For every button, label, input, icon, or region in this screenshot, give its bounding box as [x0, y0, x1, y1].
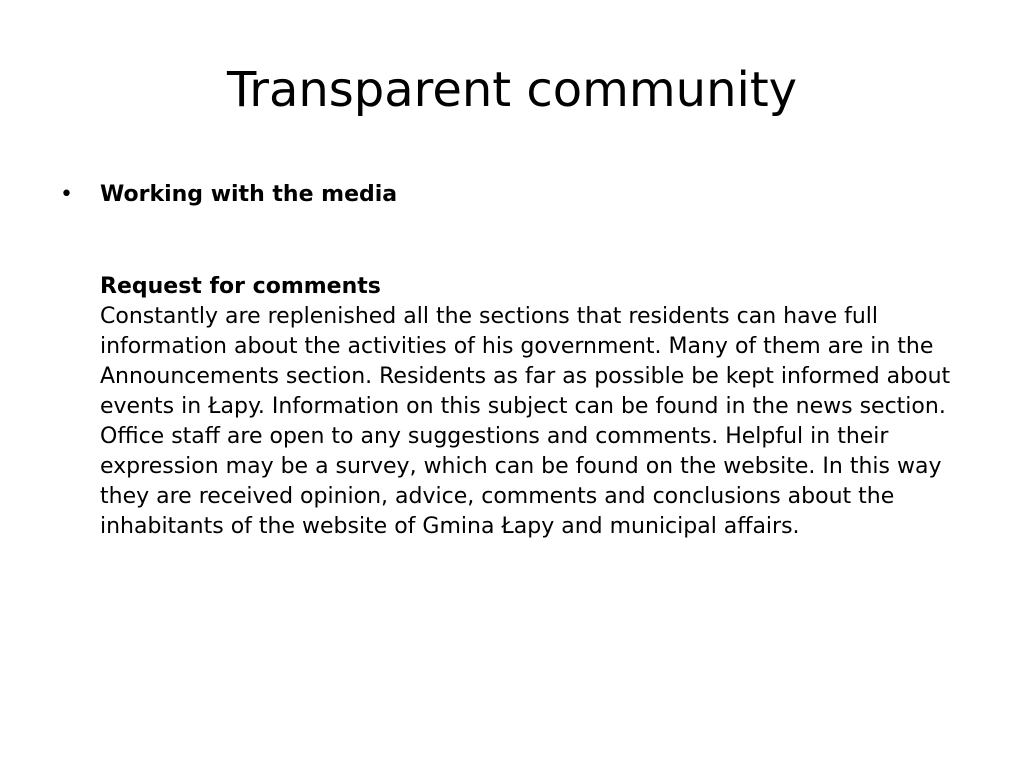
bullet-dot-icon: • [60, 182, 73, 207]
section-subheading: Request for comments [100, 274, 381, 299]
section-paragraph-1: Constantly are replenished all the sections that residents can have full information about the activities of his government. Many of them are in the Announcements section. Residents as far as possible be kept informed about events in Łapy. Information on this subject can be found in the news section. [100, 304, 951, 419]
bullet-heading: Working with the media [100, 182, 398, 207]
slide-title: Transparent community [226, 62, 798, 118]
section-body [100, 272, 970, 542]
section-paragraph-2: Office staff are open to any suggestions and comments. Helpful in their expression may be a survey, which can be found on the website. In this way they are received opinion, advice, comments and conclusions about the inhabitants of the website of Gmina Łapy and municipal affairs. [100, 424, 942, 539]
